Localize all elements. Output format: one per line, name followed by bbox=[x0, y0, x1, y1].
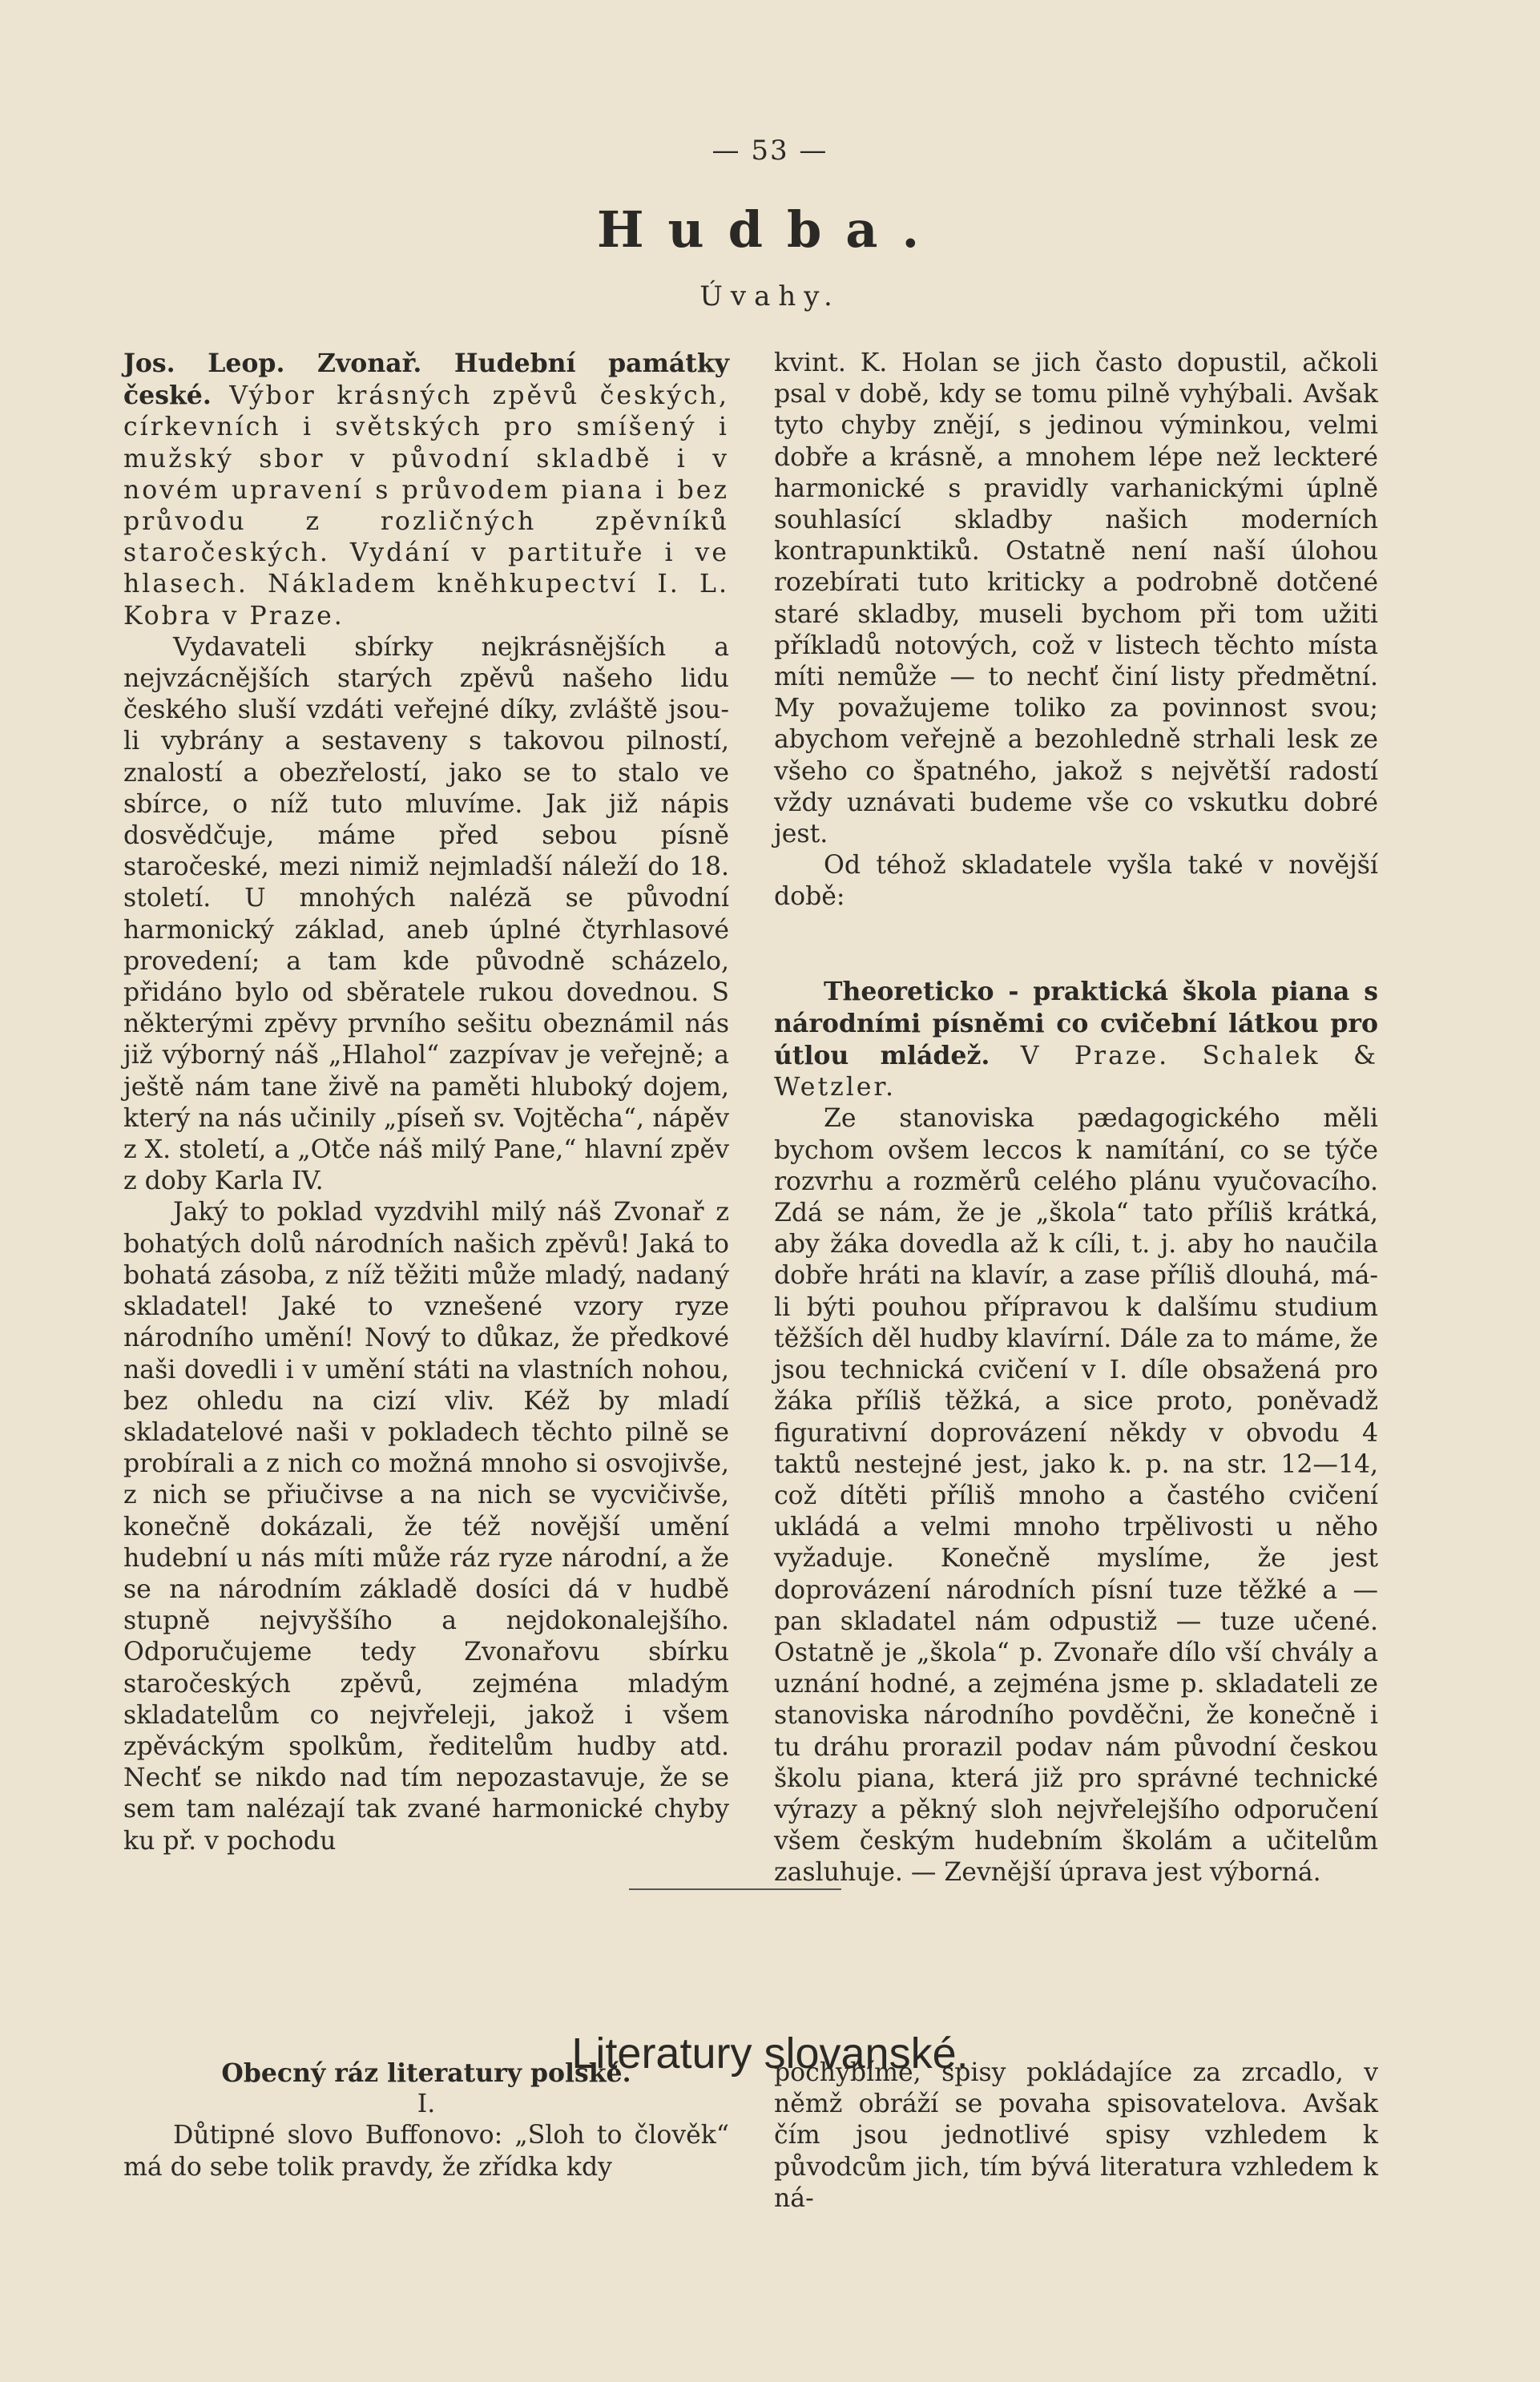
entry-1-title: Jos. Leop. Zvonař. Hudební památky české. bbox=[123, 349, 729, 411]
section-title: Hudba. bbox=[596, 200, 944, 259]
article-paragraph: pochybíme, spisy pokládajíce za zrcadlo, v němž obráží se povaha spisovatelova. Avšak čím jsou jednotlivé spisy vzhledem k původcům jich, tím bývá literatura vzhledem k ná- bbox=[774, 2058, 1378, 2213]
article-part-number: I. bbox=[417, 2090, 436, 2119]
right-column-bottom bbox=[774, 2058, 1378, 2215]
article-title: Obecný ráz literatury polské. bbox=[221, 2058, 631, 2088]
entry-2-title: Theoreticko - praktická škola piana s národními písněmi co cvičební látkou pro útlou mládež. bbox=[774, 976, 1378, 1071]
entry-2-publisher: V Praze. Schalek & Wetzler. bbox=[774, 1042, 1378, 1102]
review-paragraph: Od téhož skladatele vyšla také v novější době: bbox=[774, 851, 1378, 912]
left-column-top bbox=[123, 348, 729, 1857]
section-subtitle: Úvahy. bbox=[699, 280, 841, 312]
right-column-top bbox=[774, 348, 1378, 1889]
left-column-bottom bbox=[123, 2058, 729, 2183]
review-entry-1 bbox=[123, 348, 729, 632]
review-paragraph: kvint. K. Holan se jich často dopustil, ačkoli psal v době, kdy se tomu pilně vyhýbali. Avšak tyto chyby znějí, s jedinou výminkou, velmi dobře a krásně, a mnohem lépe než leckteré harmonické s pravidly varhanickými úplně souhlasící skladby našich moderních kontrapunktiků. Ostatně není naší úlohou rozebírati tuto kriticky a podrobně dotčené staré skladby, museli bychom při tom užiti příkladů notových, což v listech těchto místa míti nemůže — to nechť činí listy předmětní. My považujeme toliko za povinnost svou; abychom veřejně a bezohledně strhali lesk ze všeho co špatného, jakož s největší radostí vždy uznávati budeme vše co vskutku dobré jest. bbox=[774, 349, 1378, 849]
page-number: — 53 — bbox=[712, 135, 828, 167]
section-divider bbox=[629, 1888, 841, 1890]
literature-section-title: Literatury slovanské. bbox=[571, 2029, 969, 2078]
entry-1-description: Výbor krásných zpěvů českých, církevních i světských pro smíšený i mužský sbor v původní skladbě i v novém upravení s průvodem piana i bez průvodu z rozličných zpěvníků staročeských. Vydání v partituře i ve hlasech. Nákladem kněhkupectví I. L. Kobra v Praze. bbox=[123, 381, 730, 631]
review-paragraph: Ze stanoviska pædagogického měli bychom ovšem leccos k namítání, co se týče rozvrhu a rozměrů celého plánu vyučovacího. Zdá se nám, že je „škola“ tato příliš krátká, aby žáka dovedla až k cíli, t. j. aby ho naučila dobře hráti na klavír, a zase příliš dlouhá, má-li býti pouhou přípravou k dalšímu studium těžších děl hudby klavírní. Dále za to máme, že jsou technická cvičení v I. díle obsažená pro žáka příliš těžká, a sice proto, poněvadž figurativní doprovázení někdy v obvodu 4 taktů nestejné jest, jako k. p. na str. 12—14, což dítěti příliš mnoho a častého cvičení ukládá a velmi mnoho trpělivosti u něho vyžaduje. Konečně myslíme, že jest doprovázení národních písní tuze těžké a — pan skladatel nám odpustiž — tuze učené. Ostatně je „škola“ p. Zvonaře dílo vší chvály a uznání hodné, a zejména jsme p. skladateli ze stanoviska národního povděčni, že konečně i tu dráhu prorazil podav nám původní českou školu piana, která již pro správné technické výrazy a pěkný sloh nejvřelejšího odporučení všem českým hudebním školám a učitelům zasluhuje. — Zevnější úprava jest výborná. bbox=[774, 1104, 1378, 1888]
review-paragraph: Vydavateli sbírky nejkrásnějších a nejvzácnějších starých zpěvů našeho lidu českého sluší vzdáti veřejné díky, zvláště jsou-li vybrány a sestaveny s takovou pilností, znalostí a obezřelostí, jako se to stalo ve sbírce, o níž tuto mluvíme. Jak již nápis dosvědčuje, máme před sebou písně staročeské, mezi nimiž nejmladší náleží do 18. století. U mnohých naléză se původní harmonický základ, aneb úplné čtyrhlasové provedení; a tam kde původně scházelo, přidáno bylo od sběratele rukou dovednou. S některými zpěvy prvního sešitu obeznámil nás již výborný náš „Hlahol“ zazpívav je veřejně; a ještě nám tane živě na paměti hluboký dojem, který na nás učinily „píseň sv. Vojtěcha“, nápěv z X. století, a „Otče náš milý Pane,“ hlavní zpěv z doby Karla IV. bbox=[123, 632, 729, 1196]
article-paragraph: Důtipné slovo Buffonovo: „Sloh to člověk“ má do sebe tolik pravdy, že zřídka kdy bbox=[123, 2121, 729, 2182]
review-entry-2 bbox=[774, 976, 1378, 1104]
review-paragraph: Jaký to poklad vyzdvihl milý náš Zvonař z bohatých dolů národních našich zpěvů! Jaká to bohatá zásoba, z níž těžiti může mladý, nadaný skladatel! Jaké to vznešené vzory ryze národního umění! Nový to důkaz, že předkové naši dovedli i v umění státi na vlastních nohou, bez ohledu na cizí vliv. Kéž by mladí skladatelové naši v pokladech těchto pilně se probírali a z nich co možná mnoho si osvojivše, z nich se přiučivse a na nich se vycvičivše, konečně dokázali, že též novější umění hudební u nás míti může ráz ryze národní, a že se na národním základě dosíci dá v hudbě stupně nejvyššího a nejdokonalejšího. Odporučujeme tedy Zvonařovu sbírku staročeských zpěvů, zejména mladým skladatelům co nejvřeleji, jakož i všem zpěváckým spolkům, ředitelům hudby atd. Nechť se nikdo nad tím nepozastavuje, že se sem tam nalézají tak zvané harmonické chyby ku př. v pochodu bbox=[123, 1198, 729, 1856]
